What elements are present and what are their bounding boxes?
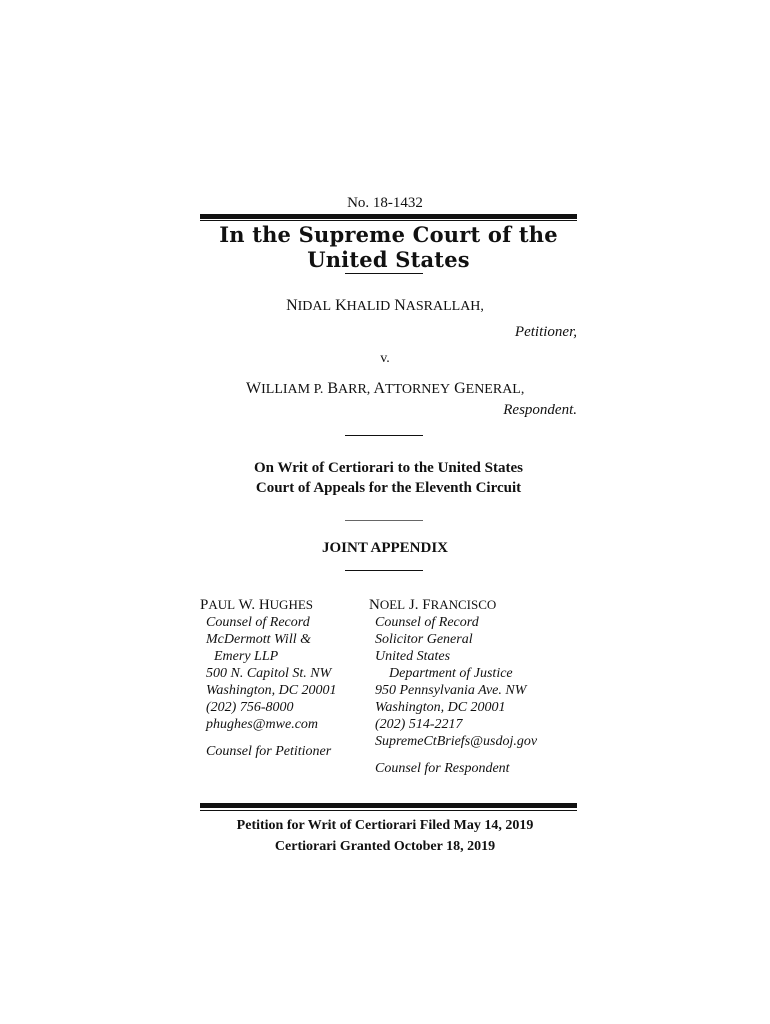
top-thin-rule <box>200 220 577 221</box>
counsel-respondent-email: SupremeCtBriefs@usdoj.gov <box>375 734 538 749</box>
court-title: In the Supreme Court of the United States <box>219 222 558 272</box>
petitioner-name: NIDAL KHALID NASRALLAH, <box>286 297 484 314</box>
counsel-petitioner-firm-2: Emery LLP <box>214 649 279 664</box>
writ-caption <box>200 458 577 498</box>
counsel-petitioner-phone: (202) 756-8000 <box>206 700 294 715</box>
counsel-petitioner-address-1: 500 N. Capitol St. NW <box>206 666 332 681</box>
counsel-respondent-address-1: 950 Pennsylvania Ave. NW <box>375 683 527 698</box>
counsel-respondent-title: Counsel of Record <box>375 615 479 630</box>
divider-rule-4 <box>345 570 423 571</box>
petitioner-role: Petitioner, <box>514 324 577 340</box>
divider-rule-1 <box>345 273 423 274</box>
counsel-petitioner-address-2: Washington, DC 20001 <box>206 683 337 698</box>
respondent-role: Respondent. <box>503 402 577 418</box>
divider-rule-3 <box>345 520 423 521</box>
counsel-respondent-org-1: United States <box>375 649 451 664</box>
counsel-petitioner-email: phughes@mwe.com <box>206 717 319 732</box>
writ-line-1: On Writ of Certiorari to the United States <box>254 460 523 476</box>
counsel-petitioner-name: PAUL W. HUGHES <box>200 597 314 613</box>
counsel-petitioner-firm-1: McDermott Will & <box>206 632 311 647</box>
counsel-respondent-block <box>369 596 537 777</box>
counsel-respondent-role: Counsel for Respondent <box>375 761 510 776</box>
divider-rule-2 <box>345 435 423 436</box>
docket-number: No. 18-1432 <box>347 195 423 211</box>
writ-line-2: Court of Appeals for the Eleventh Circuit <box>255 480 522 496</box>
bottom-thick-rule <box>200 803 577 808</box>
counsel-respondent-phone: (202) 514-2217 <box>375 717 463 732</box>
counsel-respondent-org-2: Department of Justice <box>389 666 513 681</box>
bottom-thin-rule <box>200 810 577 811</box>
counsel-petitioner-role: Counsel for Petitioner <box>206 744 332 759</box>
respondent-name: WILLIAM P. BARR, ATTORNEY GENERAL, <box>246 380 525 397</box>
top-thick-rule <box>200 214 577 219</box>
counsel-petitioner-title: Counsel of Record <box>206 615 310 630</box>
counsel-respondent-address-2: Washington, DC 20001 <box>375 700 506 715</box>
counsel-respondent-name: NOEL J. FRANCISCO <box>369 597 497 613</box>
petition-filed-date: Petition for Writ of Certiorari Filed May 14, 2019 <box>236 818 534 833</box>
counsel-petitioner-block <box>200 596 337 760</box>
versus: v. <box>380 351 390 366</box>
certiorari-granted-date: Certiorari Granted October 18, 2019 <box>274 839 496 854</box>
counsel-respondent-position: Solicitor General <box>375 632 473 647</box>
joint-appendix-heading: JOINT APPENDIX <box>322 540 448 556</box>
